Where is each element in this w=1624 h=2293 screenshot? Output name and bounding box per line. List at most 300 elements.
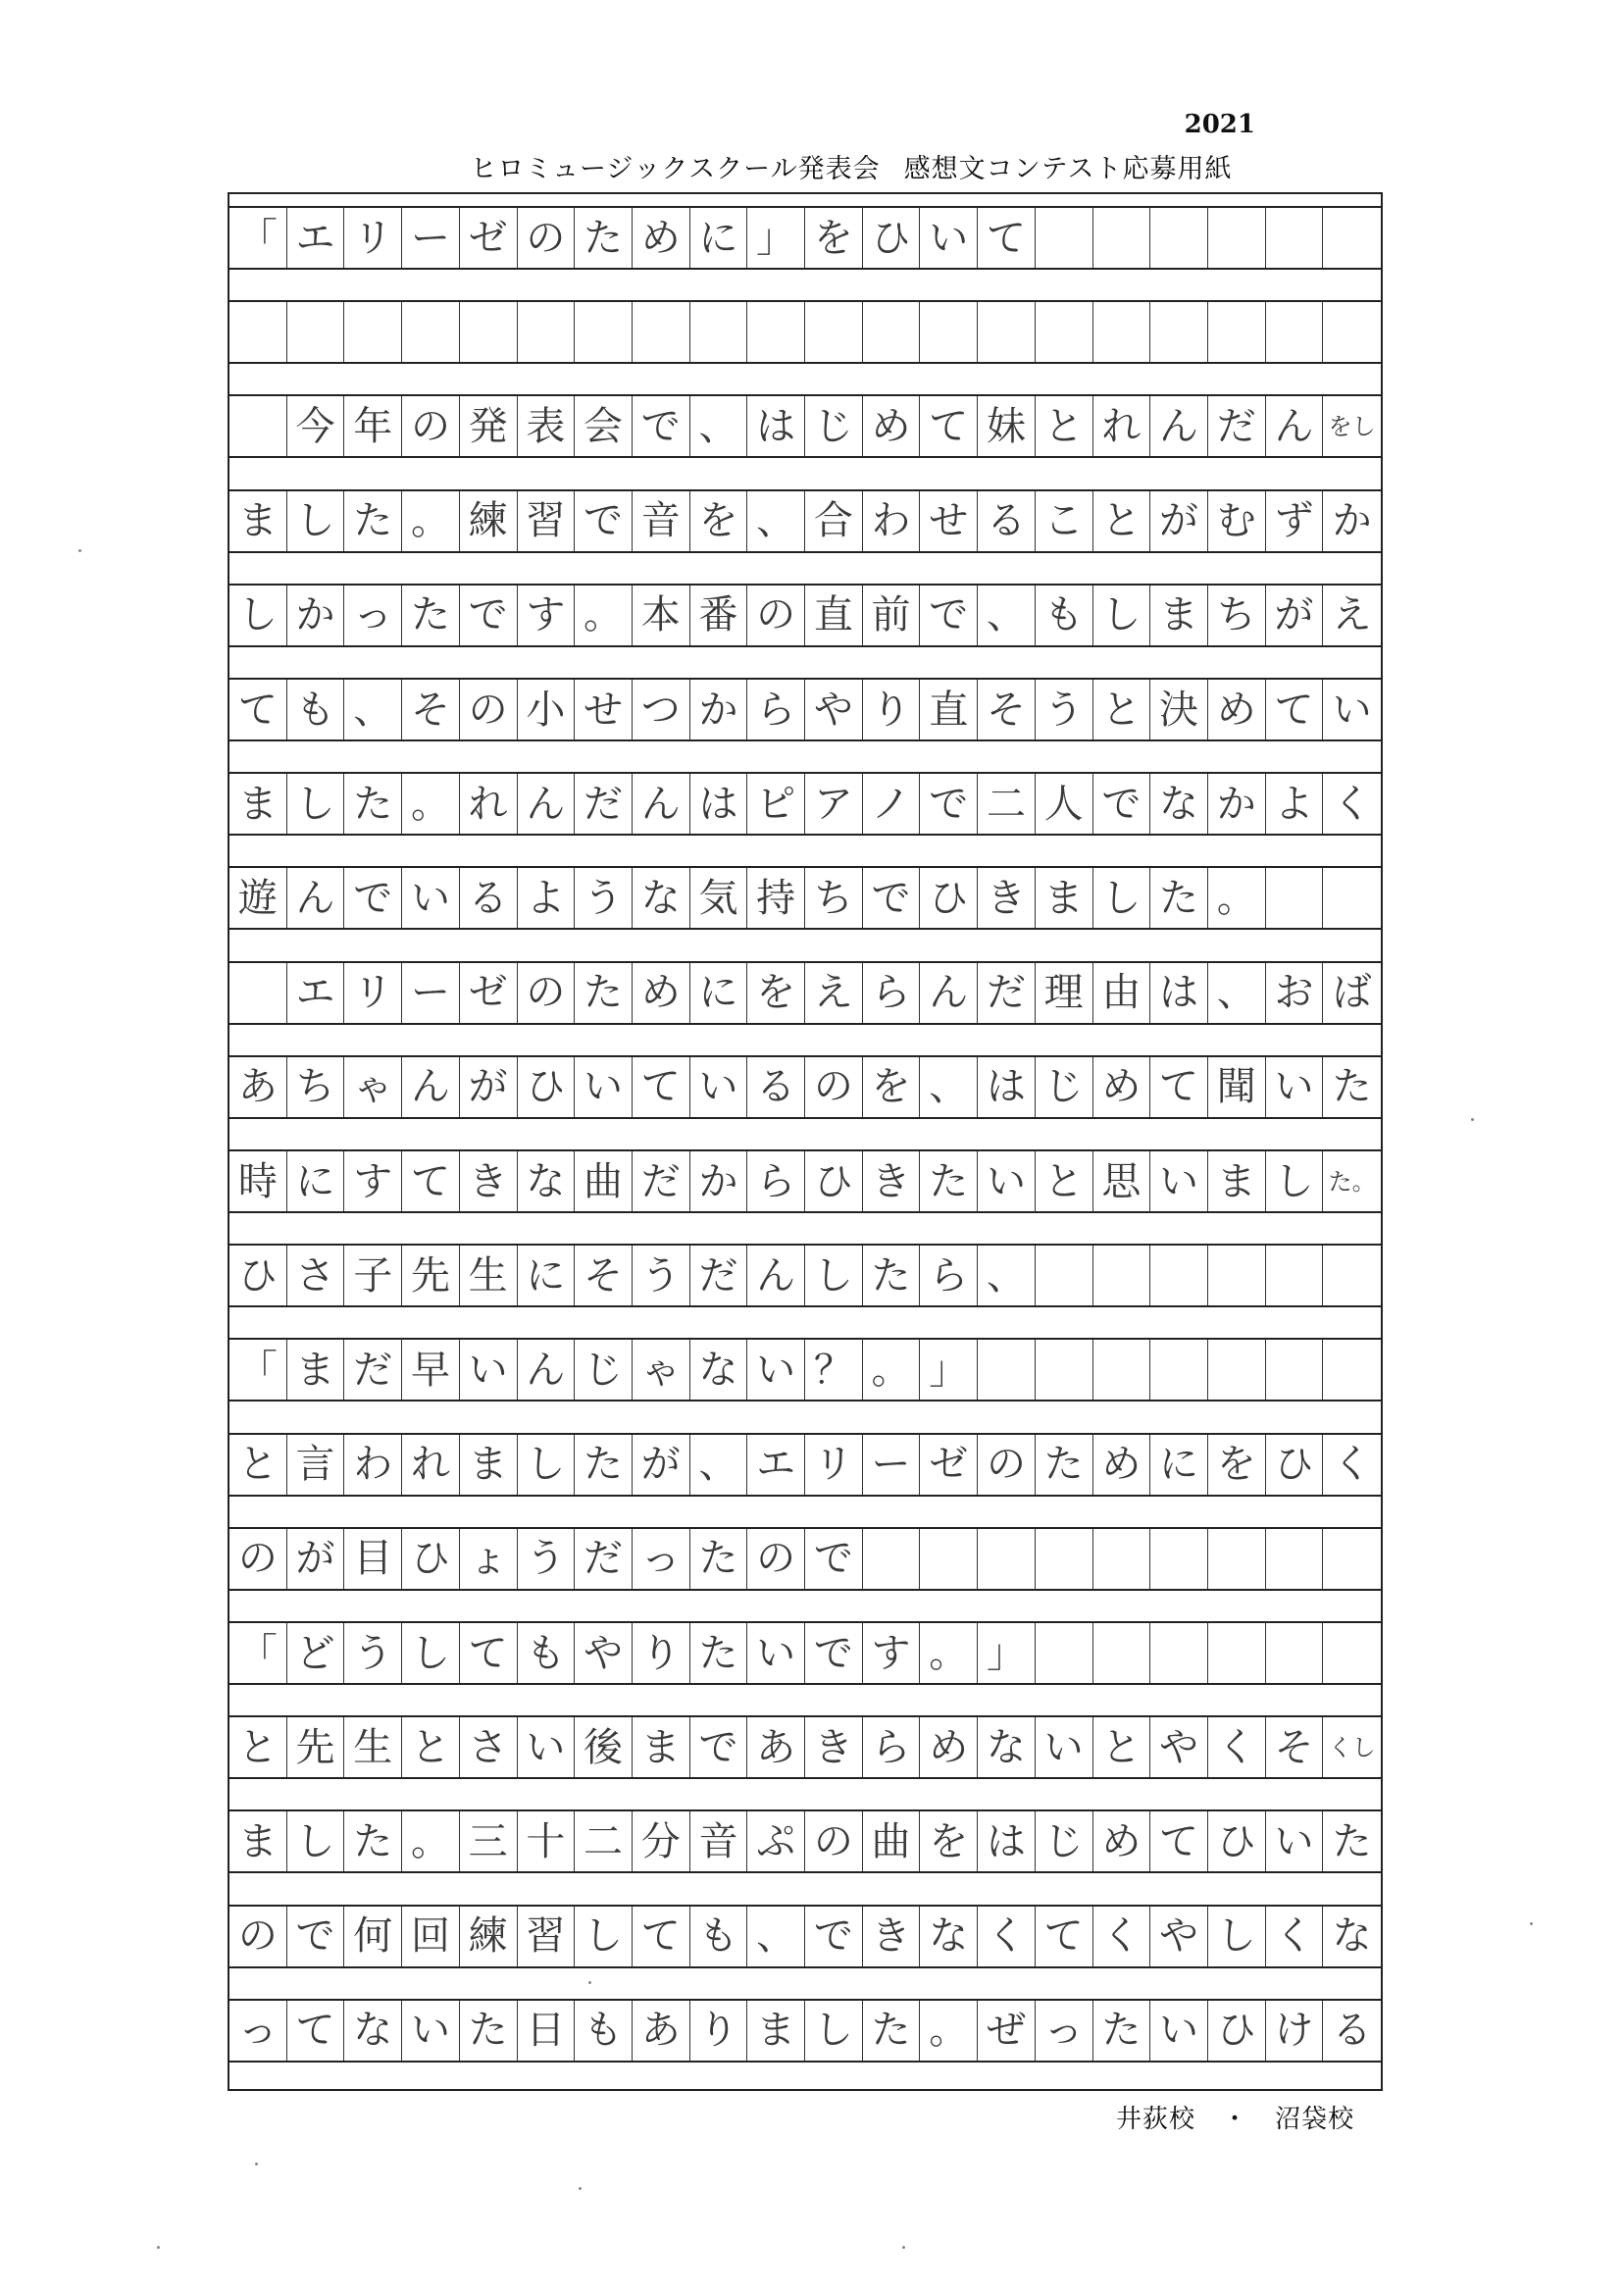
grid-cell: が	[1150, 491, 1208, 551]
scan-speck	[157, 2246, 160, 2249]
grid-cell: め	[863, 396, 921, 456]
grid-cell: き	[460, 1151, 518, 1211]
grid-cell	[1150, 1529, 1208, 1589]
grid-cell: う	[1036, 680, 1093, 739]
grid-cell	[1036, 302, 1093, 362]
grid-cell: 。	[920, 2001, 978, 2061]
grid-cell: だ	[344, 1340, 402, 1400]
grid-cell: 。	[402, 774, 460, 834]
school-separator: ・	[1222, 2105, 1249, 2134]
grid-cell: で	[863, 868, 921, 928]
grid-cell: じ	[1036, 1057, 1093, 1117]
grid-cell	[518, 302, 576, 362]
essay-line	[229, 394, 1381, 458]
grid-cell: れ	[402, 1435, 460, 1495]
grid-cell: た	[344, 1811, 402, 1871]
grid-cell: て	[978, 208, 1036, 268]
grid-cell: め	[920, 1717, 978, 1777]
essay-line	[229, 300, 1381, 364]
grid-cell: ゼ	[920, 1435, 978, 1495]
grid-cell: 妹	[978, 396, 1036, 456]
grid-cell	[920, 302, 978, 362]
form-title-form: 感想文コンテスト応募用紙	[903, 154, 1233, 184]
essay-line	[229, 1621, 1381, 1685]
grid-cell: い	[978, 1151, 1036, 1211]
grid-cell: で	[805, 1623, 863, 1683]
grid-cell: お	[1266, 963, 1324, 1023]
grid-cell: 、	[344, 680, 402, 739]
grid-cell: 思	[1093, 1151, 1151, 1211]
grid-cell: 表	[518, 396, 576, 456]
grid-cell: た	[863, 2001, 921, 2061]
grid-cell: や	[805, 680, 863, 739]
grid-cell: が	[460, 1057, 518, 1117]
grid-cell	[1150, 208, 1208, 268]
grid-cell: 習	[518, 491, 576, 551]
grid-cell: ま	[1150, 586, 1208, 645]
grid-cell: 曲	[575, 1151, 633, 1211]
grid-cell	[1266, 868, 1324, 928]
grid-cell	[1266, 1340, 1324, 1400]
grid-cell: で	[575, 491, 633, 551]
scan-speck	[78, 549, 81, 552]
grid-cell: 早	[402, 1340, 460, 1400]
grid-cell: で	[805, 1529, 863, 1589]
grid-cell: た	[1093, 2001, 1151, 2061]
grid-cell: 生	[460, 1246, 518, 1305]
grid-cell: 、	[747, 1907, 805, 1966]
grid-cell: な	[344, 2001, 402, 2061]
grid-cell: ー	[402, 208, 460, 268]
grid-cell: の	[229, 1907, 287, 1966]
grid-cell: 、	[920, 1057, 978, 1117]
grid-cell: そ	[575, 1246, 633, 1305]
grid-cell	[978, 1529, 1036, 1589]
grid-cell: ゼ	[460, 208, 518, 268]
grid-cell: 習	[518, 1907, 576, 1966]
grid-cell: ま	[1208, 1151, 1266, 1211]
grid-cell: の	[518, 208, 576, 268]
grid-cell: て	[920, 396, 978, 456]
grid-cell: じ	[805, 396, 863, 456]
grid-cell	[575, 302, 633, 362]
grid-cell: に	[1150, 1435, 1208, 1495]
grid-cell: じ	[575, 1340, 633, 1400]
grid-cell: 本	[633, 586, 690, 645]
grid-cell: う	[633, 1246, 690, 1305]
grid-cell: な	[920, 1907, 978, 1966]
grid-cell: い	[1332, 687, 1372, 733]
grid-cell: い	[747, 1340, 805, 1400]
grid-cell: ひ	[1266, 1435, 1324, 1495]
grid-cell	[1208, 302, 1266, 362]
grid-cell: ひ	[229, 1246, 287, 1305]
grid-cell: た	[344, 774, 402, 834]
grid-cell: っ	[633, 1529, 690, 1589]
grid-cell: い	[575, 1057, 633, 1117]
grid-cell: ひ	[920, 868, 978, 928]
grid-cell: ら	[863, 1717, 921, 1777]
grid-cell: ま	[460, 1435, 518, 1495]
grid-cell: リ	[805, 1435, 863, 1495]
grid-cell: で	[344, 868, 402, 928]
grid-cell: エ	[287, 963, 345, 1023]
grid-cell: り	[690, 2001, 748, 2061]
grid-cell: 持	[747, 868, 805, 928]
grid-cell: だ	[575, 1529, 633, 1589]
grid-cell: 後	[575, 1717, 633, 1777]
grid-cell: か	[1332, 498, 1372, 544]
scan-speck	[1530, 1922, 1533, 1925]
essay-line	[229, 1055, 1381, 1119]
grid-cell: は	[690, 774, 748, 834]
grid-cell: ひ	[863, 208, 921, 268]
grid-cell: の	[402, 396, 460, 456]
grid-cell: 直	[805, 586, 863, 645]
grid-cell: て	[1266, 680, 1324, 739]
grid-cell: が	[287, 1529, 345, 1589]
form-title-event: ヒロミュージックスクール発表会	[470, 154, 881, 184]
grid-cell: 、	[1208, 963, 1266, 1023]
grid-cell: ん	[1150, 396, 1208, 456]
grid-cell: し	[1093, 586, 1151, 645]
grid-cell: て	[1036, 1907, 1093, 1966]
grid-cell	[1323, 1623, 1381, 1683]
grid-cell: で	[1093, 774, 1151, 834]
grid-cell: 。	[575, 586, 633, 645]
essay-line	[229, 1338, 1381, 1401]
grid-cell: ノ	[863, 774, 921, 834]
grid-cell: と	[402, 1717, 460, 1777]
grid-cell: ょ	[460, 1529, 518, 1589]
grid-cell: 音	[633, 491, 690, 551]
grid-cell: 二	[978, 774, 1036, 834]
grid-cell	[1036, 1529, 1093, 1589]
grid-cell: も	[1036, 586, 1093, 645]
grid-cell: だ	[978, 963, 1036, 1023]
grid-cell: ゼ	[460, 963, 518, 1023]
grid-cell: 」	[920, 1340, 978, 1400]
grid-cell: じ	[1036, 1811, 1093, 1871]
grid-cell: を	[747, 963, 805, 1023]
grid-cell: 今	[287, 396, 345, 456]
grid-cell: す	[344, 1151, 402, 1211]
grid-cell: 決	[1150, 680, 1208, 739]
school-igi: 井荻校	[1116, 2105, 1196, 2134]
grid-cell: て	[633, 1057, 690, 1117]
grid-cell: ん	[633, 774, 690, 834]
scan-speck	[1471, 1118, 1474, 1121]
grid-cell: き	[863, 1151, 921, 1211]
grid-cell: が	[633, 1435, 690, 1495]
grid-cell	[863, 1529, 921, 1589]
grid-cell: や	[1150, 1907, 1208, 1966]
grid-cell: 練	[460, 1907, 518, 1966]
grid-cell: 、	[978, 1246, 1036, 1305]
grid-cell	[1093, 208, 1151, 268]
grid-cell: で	[633, 396, 690, 456]
grid-cell: い	[1150, 2001, 1208, 2061]
grid-cell: 時	[229, 1151, 287, 1211]
grid-cell: 前	[863, 586, 921, 645]
grid-cell: た	[344, 491, 402, 551]
grid-cell: ば	[1332, 970, 1372, 1016]
grid-cell: て	[460, 1623, 518, 1683]
essay-line	[229, 866, 1381, 930]
grid-cell: し	[1208, 1907, 1266, 1966]
grid-cell: む	[1208, 491, 1266, 551]
grid-cell: え	[805, 963, 863, 1023]
scan-speck	[255, 2163, 258, 2166]
grid-cell: め	[1093, 1811, 1151, 1871]
grid-cell: ら	[747, 680, 805, 739]
grid-cell: い	[747, 1623, 805, 1683]
grid-cell: せ	[920, 491, 978, 551]
grid-cell: あ	[229, 1057, 287, 1117]
grid-cell: と	[1093, 491, 1151, 551]
essay-line	[229, 1433, 1381, 1497]
grid-cell: 発	[460, 396, 518, 456]
essay-line	[229, 961, 1381, 1025]
grid-cell: え	[1332, 592, 1372, 638]
grid-cell: よ	[1266, 774, 1324, 834]
grid-cell: ひ	[805, 1151, 863, 1211]
grid-cell: め	[633, 963, 690, 1023]
grid-cell: の	[229, 1529, 287, 1589]
grid-cell: は	[1150, 963, 1208, 1023]
grid-cell	[1093, 1529, 1151, 1589]
grid-cell: ど	[287, 1623, 345, 1683]
grid-cell: う	[575, 868, 633, 928]
grid-cell: れ	[1093, 396, 1151, 456]
grid-cell: う	[344, 1623, 402, 1683]
grid-cell: い	[1266, 1811, 1324, 1871]
grid-cell: さ	[287, 1246, 345, 1305]
grid-cell: た	[575, 208, 633, 268]
grid-cell: し	[229, 586, 287, 645]
grid-cell: を	[805, 208, 863, 268]
grid-cell: 聞	[1208, 1057, 1266, 1117]
grid-cell: で	[690, 1717, 748, 1777]
grid-cell: と	[1093, 1717, 1151, 1777]
grid-cell	[1266, 1246, 1324, 1305]
grid-cell: そ	[402, 680, 460, 739]
grid-cell: ？	[805, 1340, 863, 1400]
grid-cell: の	[518, 963, 576, 1023]
grid-cell	[1323, 302, 1381, 362]
grid-cell	[287, 302, 345, 362]
grid-cell: る	[978, 491, 1036, 551]
grid-cell: は	[978, 1057, 1036, 1117]
grid-cell: 音	[690, 1811, 748, 1871]
grid-cell: だ	[575, 774, 633, 834]
grid-cell: し	[287, 491, 345, 551]
grid-cell	[1266, 208, 1324, 268]
grid-cell	[1150, 1623, 1208, 1683]
grid-cell: と	[229, 1717, 287, 1777]
grid-cell: ゃ	[344, 1057, 402, 1117]
grid-cell: も	[518, 1623, 576, 1683]
grid-cell	[1208, 1246, 1266, 1305]
grid-cell: っ	[229, 2001, 287, 2061]
grid-cell: ー	[402, 963, 460, 1023]
grid-cell: ピ	[747, 774, 805, 834]
grid-cell	[1036, 1246, 1093, 1305]
grid-cell: だ	[633, 1151, 690, 1211]
grid-cell: ん	[402, 1057, 460, 1117]
grid-cell: は	[978, 1811, 1036, 1871]
essay-line	[229, 1905, 1381, 1968]
grid-cell: っ	[344, 586, 402, 645]
grid-cell: ま	[1036, 868, 1093, 928]
grid-cell: た	[920, 1151, 978, 1211]
grid-cell: く	[1093, 1907, 1151, 1966]
grid-cell: ー	[863, 1435, 921, 1495]
grid-cell: 曲	[863, 1811, 921, 1871]
grid-cell: 。	[1208, 868, 1266, 928]
grid-cell: り	[633, 1623, 690, 1683]
grid-cell: リ	[344, 208, 402, 268]
grid-cell: か	[287, 586, 345, 645]
grid-cell: れ	[460, 774, 518, 834]
essay-line	[229, 206, 1381, 270]
grid-cell: た	[575, 963, 633, 1023]
grid-cell: て	[1150, 1057, 1208, 1117]
grid-cell: 日	[518, 2001, 576, 2061]
grid-cell: し	[1266, 1151, 1324, 1211]
grid-cell: そ	[1266, 1717, 1324, 1777]
grid-cell: た	[402, 586, 460, 645]
grid-cell	[1150, 302, 1208, 362]
grid-cell: 、	[690, 396, 748, 456]
essay-line	[229, 678, 1381, 741]
grid-cell: く	[1266, 1907, 1324, 1966]
grid-cell: ち	[805, 868, 863, 928]
grid-cell: ち	[287, 1057, 345, 1117]
grid-cell: で	[460, 586, 518, 645]
grid-cell: 直	[920, 680, 978, 739]
grid-cell: た	[863, 1246, 921, 1305]
grid-cell: ぷ	[747, 1811, 805, 1871]
grid-cell: し	[575, 1907, 633, 1966]
grid-cell: つ	[633, 680, 690, 739]
grid-cell: な	[518, 1151, 576, 1211]
grid-cell	[1093, 1246, 1151, 1305]
grid-cell: をし	[1328, 412, 1376, 440]
grid-cell: 、	[978, 586, 1036, 645]
grid-cell: り	[863, 680, 921, 739]
essay-line	[229, 584, 1381, 647]
grid-cell	[1323, 868, 1381, 928]
manuscript-grid	[228, 192, 1383, 2091]
grid-cell: 気	[690, 868, 748, 928]
school-names	[1116, 2099, 1354, 2135]
grid-cell	[402, 302, 460, 362]
grid-cell: 、	[747, 491, 805, 551]
grid-cell: い	[402, 2001, 460, 2061]
grid-cell: な	[690, 1340, 748, 1400]
grid-cell: し	[518, 1435, 576, 1495]
grid-cell	[920, 1529, 978, 1589]
grid-cell: る	[1332, 2008, 1372, 2054]
grid-cell: ん	[920, 963, 978, 1023]
grid-cell: め	[1208, 680, 1266, 739]
grid-cell: せ	[575, 680, 633, 739]
grid-cell: と	[1036, 1151, 1093, 1211]
grid-cell: 人	[1036, 774, 1093, 834]
grid-cell	[1323, 1340, 1381, 1400]
grid-cell: る	[747, 1057, 805, 1117]
grid-cell: 目	[344, 1529, 402, 1589]
grid-cell: た	[575, 1435, 633, 1495]
grid-cell: と	[1093, 680, 1151, 739]
grid-cell: 何	[344, 1907, 402, 1966]
grid-cell: 遊	[229, 868, 287, 928]
grid-cell: め	[633, 208, 690, 268]
grid-cell: 。	[920, 1623, 978, 1683]
scan-speck	[902, 2246, 905, 2249]
grid-cell: だ	[690, 1246, 748, 1305]
grid-cell: い	[1266, 1057, 1324, 1117]
grid-cell: ま	[229, 1811, 287, 1871]
grid-cell: に	[690, 208, 748, 268]
grid-cell: の	[805, 1057, 863, 1117]
grid-cell	[1093, 302, 1151, 362]
grid-cell: が	[1266, 586, 1324, 645]
grid-cell	[1323, 1529, 1381, 1589]
grid-cell: わ	[344, 1435, 402, 1495]
grid-cell	[1323, 208, 1381, 268]
grid-cell: す	[518, 586, 576, 645]
grid-cell: に	[518, 1246, 576, 1305]
grid-cell: 分	[633, 1811, 690, 1871]
grid-cell: 小	[518, 680, 576, 739]
grid-cell: を	[863, 1057, 921, 1117]
grid-cell: 子	[344, 1246, 402, 1305]
grid-cell: 回	[402, 1907, 460, 1966]
grid-cell	[747, 302, 805, 362]
grid-cell: ひ	[1208, 1811, 1266, 1871]
grid-cell	[1093, 1340, 1151, 1400]
grid-cell	[1150, 1340, 1208, 1400]
grid-cell: ん	[1266, 396, 1324, 456]
grid-cell: て	[402, 1151, 460, 1211]
grid-cell: か	[1208, 774, 1266, 834]
grid-cell	[229, 963, 287, 1023]
grid-cell	[229, 396, 287, 456]
grid-cell: け	[1266, 2001, 1324, 2061]
grid-cell: る	[460, 868, 518, 928]
grid-cell: な	[1150, 774, 1208, 834]
grid-cell: 。	[402, 491, 460, 551]
grid-cell: 由	[1093, 963, 1151, 1023]
grid-cell: さ	[460, 1717, 518, 1777]
grid-cell: 「	[229, 1623, 287, 1683]
grid-cell: で	[805, 1907, 863, 1966]
grid-cell: て	[287, 2001, 345, 2061]
grid-cell: わ	[863, 491, 921, 551]
grid-cell: て	[633, 1907, 690, 1966]
grid-cell: た。	[1328, 1167, 1376, 1196]
grid-cell: ひ	[402, 1529, 460, 1589]
grid-cell: あ	[747, 1717, 805, 1777]
grid-cell: ひ	[518, 1057, 576, 1117]
grid-cell: ひ	[1208, 2001, 1266, 2061]
grid-cell	[1093, 1623, 1151, 1683]
essay-line	[229, 1244, 1381, 1307]
grid-cell: を	[1208, 1435, 1266, 1495]
essay-line	[229, 772, 1381, 836]
